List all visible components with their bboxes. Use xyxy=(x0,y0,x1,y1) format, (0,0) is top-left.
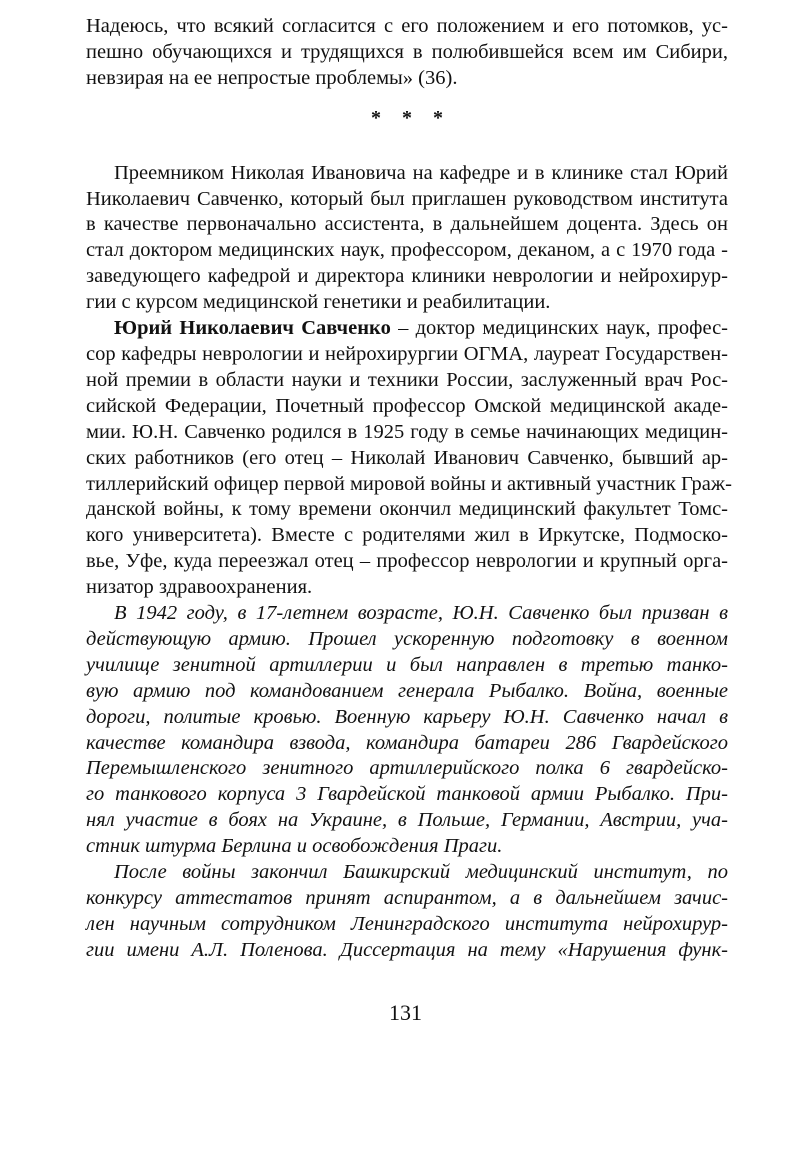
page-body xyxy=(86,14,732,964)
successor-paragraph xyxy=(86,161,728,316)
text-line: училище зенитной артиллерии и был направлен в третью танко- xyxy=(86,653,728,676)
text-line: кого университета). Вместе с родителями жил в Иркутске, Подмоско- xyxy=(86,524,728,547)
text-line: гии имени А.Л. Поленова. Диссертация на тему «Нарушения функ- xyxy=(86,938,728,961)
text-line: дороги, политые кровью. Военную карьеру Ю.Н. Савченко начал в xyxy=(86,705,728,728)
text-line: мии. Ю.Н. Савченко родился в 1925 году в семье начинающих медицин- xyxy=(86,420,728,443)
text-line: Преемником Николая Ивановича на кафедре и в клинике стал Юрий xyxy=(114,161,728,184)
text-line: невзирая на ее непростые проблемы» (36). xyxy=(86,66,458,89)
text-line: нял участие в боях на Украине, в Польше, Германии, Австрии, уча- xyxy=(86,809,728,832)
text-line: После войны закончил Башкирский медицинский институт, по xyxy=(114,861,728,884)
text-line: лен научным сотрудником Ленинградского института нейрохирур- xyxy=(86,912,728,935)
intro-paragraph xyxy=(86,14,728,92)
war-paragraph xyxy=(86,601,728,860)
text-fragment: – доктор медицинских наук, профес- xyxy=(390,317,728,340)
text-line: конкурсу аттестатов принят аспирантом, а в дальнейшем зачис- xyxy=(86,887,728,909)
text-line: данской войны, к тому времени окончил медицинский факультет Томс- xyxy=(86,498,728,521)
biography-name: Юрий Николаевич Савченко xyxy=(114,317,391,340)
text-line: стник штурма Берлина и освобождения Праги. xyxy=(86,835,503,858)
text-line: стал доктором медицинских наук, профессором, деканом, а с 1970 года - xyxy=(86,239,728,262)
text-line: вую армию под командованием генерала Рыбалко. Война, военные xyxy=(86,679,728,702)
text-line: качестве командира взвода, командира батареи 286 Гвардейского xyxy=(86,731,728,754)
text-line: го танкового корпуса 3 Гвардейской танковой армии Рыбалко. При- xyxy=(86,783,728,806)
text-line: в качестве первоначально ассистента, в дальнейшем доцента. Здесь он xyxy=(86,213,728,236)
text-line: Надеюсь, что всякий согласится с его положением и его потомков, ус- xyxy=(86,15,728,37)
text-line: пешно обучающихся и трудящихся в полюбившейся всем им Сибири, xyxy=(86,40,728,63)
text-line: гии с курсом медицинской генетики и реабилитации. xyxy=(86,291,551,314)
text-line xyxy=(86,316,728,342)
text-line: вье, Уфе, куда переезжал отец – профессор неврологии и крупный орга- xyxy=(86,550,728,573)
text-line: низатор здравоохранения. xyxy=(86,576,313,599)
text-line: Николаевич Савченко, который был приглашен руководством института xyxy=(86,187,728,210)
biography-paragraph xyxy=(86,316,732,601)
postwar-paragraph xyxy=(86,860,728,964)
text-line: ной премии в области науки и техники России, заслуженный врач Рос- xyxy=(86,368,728,391)
section-separator: * * * xyxy=(371,106,451,129)
text-line: заведующего кафедрой и директора клиники неврологии и нейрохирур- xyxy=(86,265,728,288)
text-line: действующую армию. Прошел ускоренную подготовку в военном xyxy=(86,627,728,650)
text-line: В 1942 году, в 17-летнем возрасте, Ю.Н. Савченко был призван в xyxy=(114,602,728,625)
text-line: ских работников (его отец – Николай Иванович Савченко, бывший ар- xyxy=(86,446,728,469)
page-number: 131 xyxy=(389,1000,422,1025)
text-line: сор кафедры неврологии и нейрохирургии ОГМА, лауреат Государствен- xyxy=(86,342,728,365)
text-line: сийской Федерации, Почетный профессор Омской медицинской акаде- xyxy=(86,394,728,417)
text-line: тиллерийский офицер первой мировой войны и активный участник Граж- xyxy=(86,472,732,495)
text-line: Перемышленского зенитного артиллерийского полка 6 гвардейско- xyxy=(86,757,728,780)
